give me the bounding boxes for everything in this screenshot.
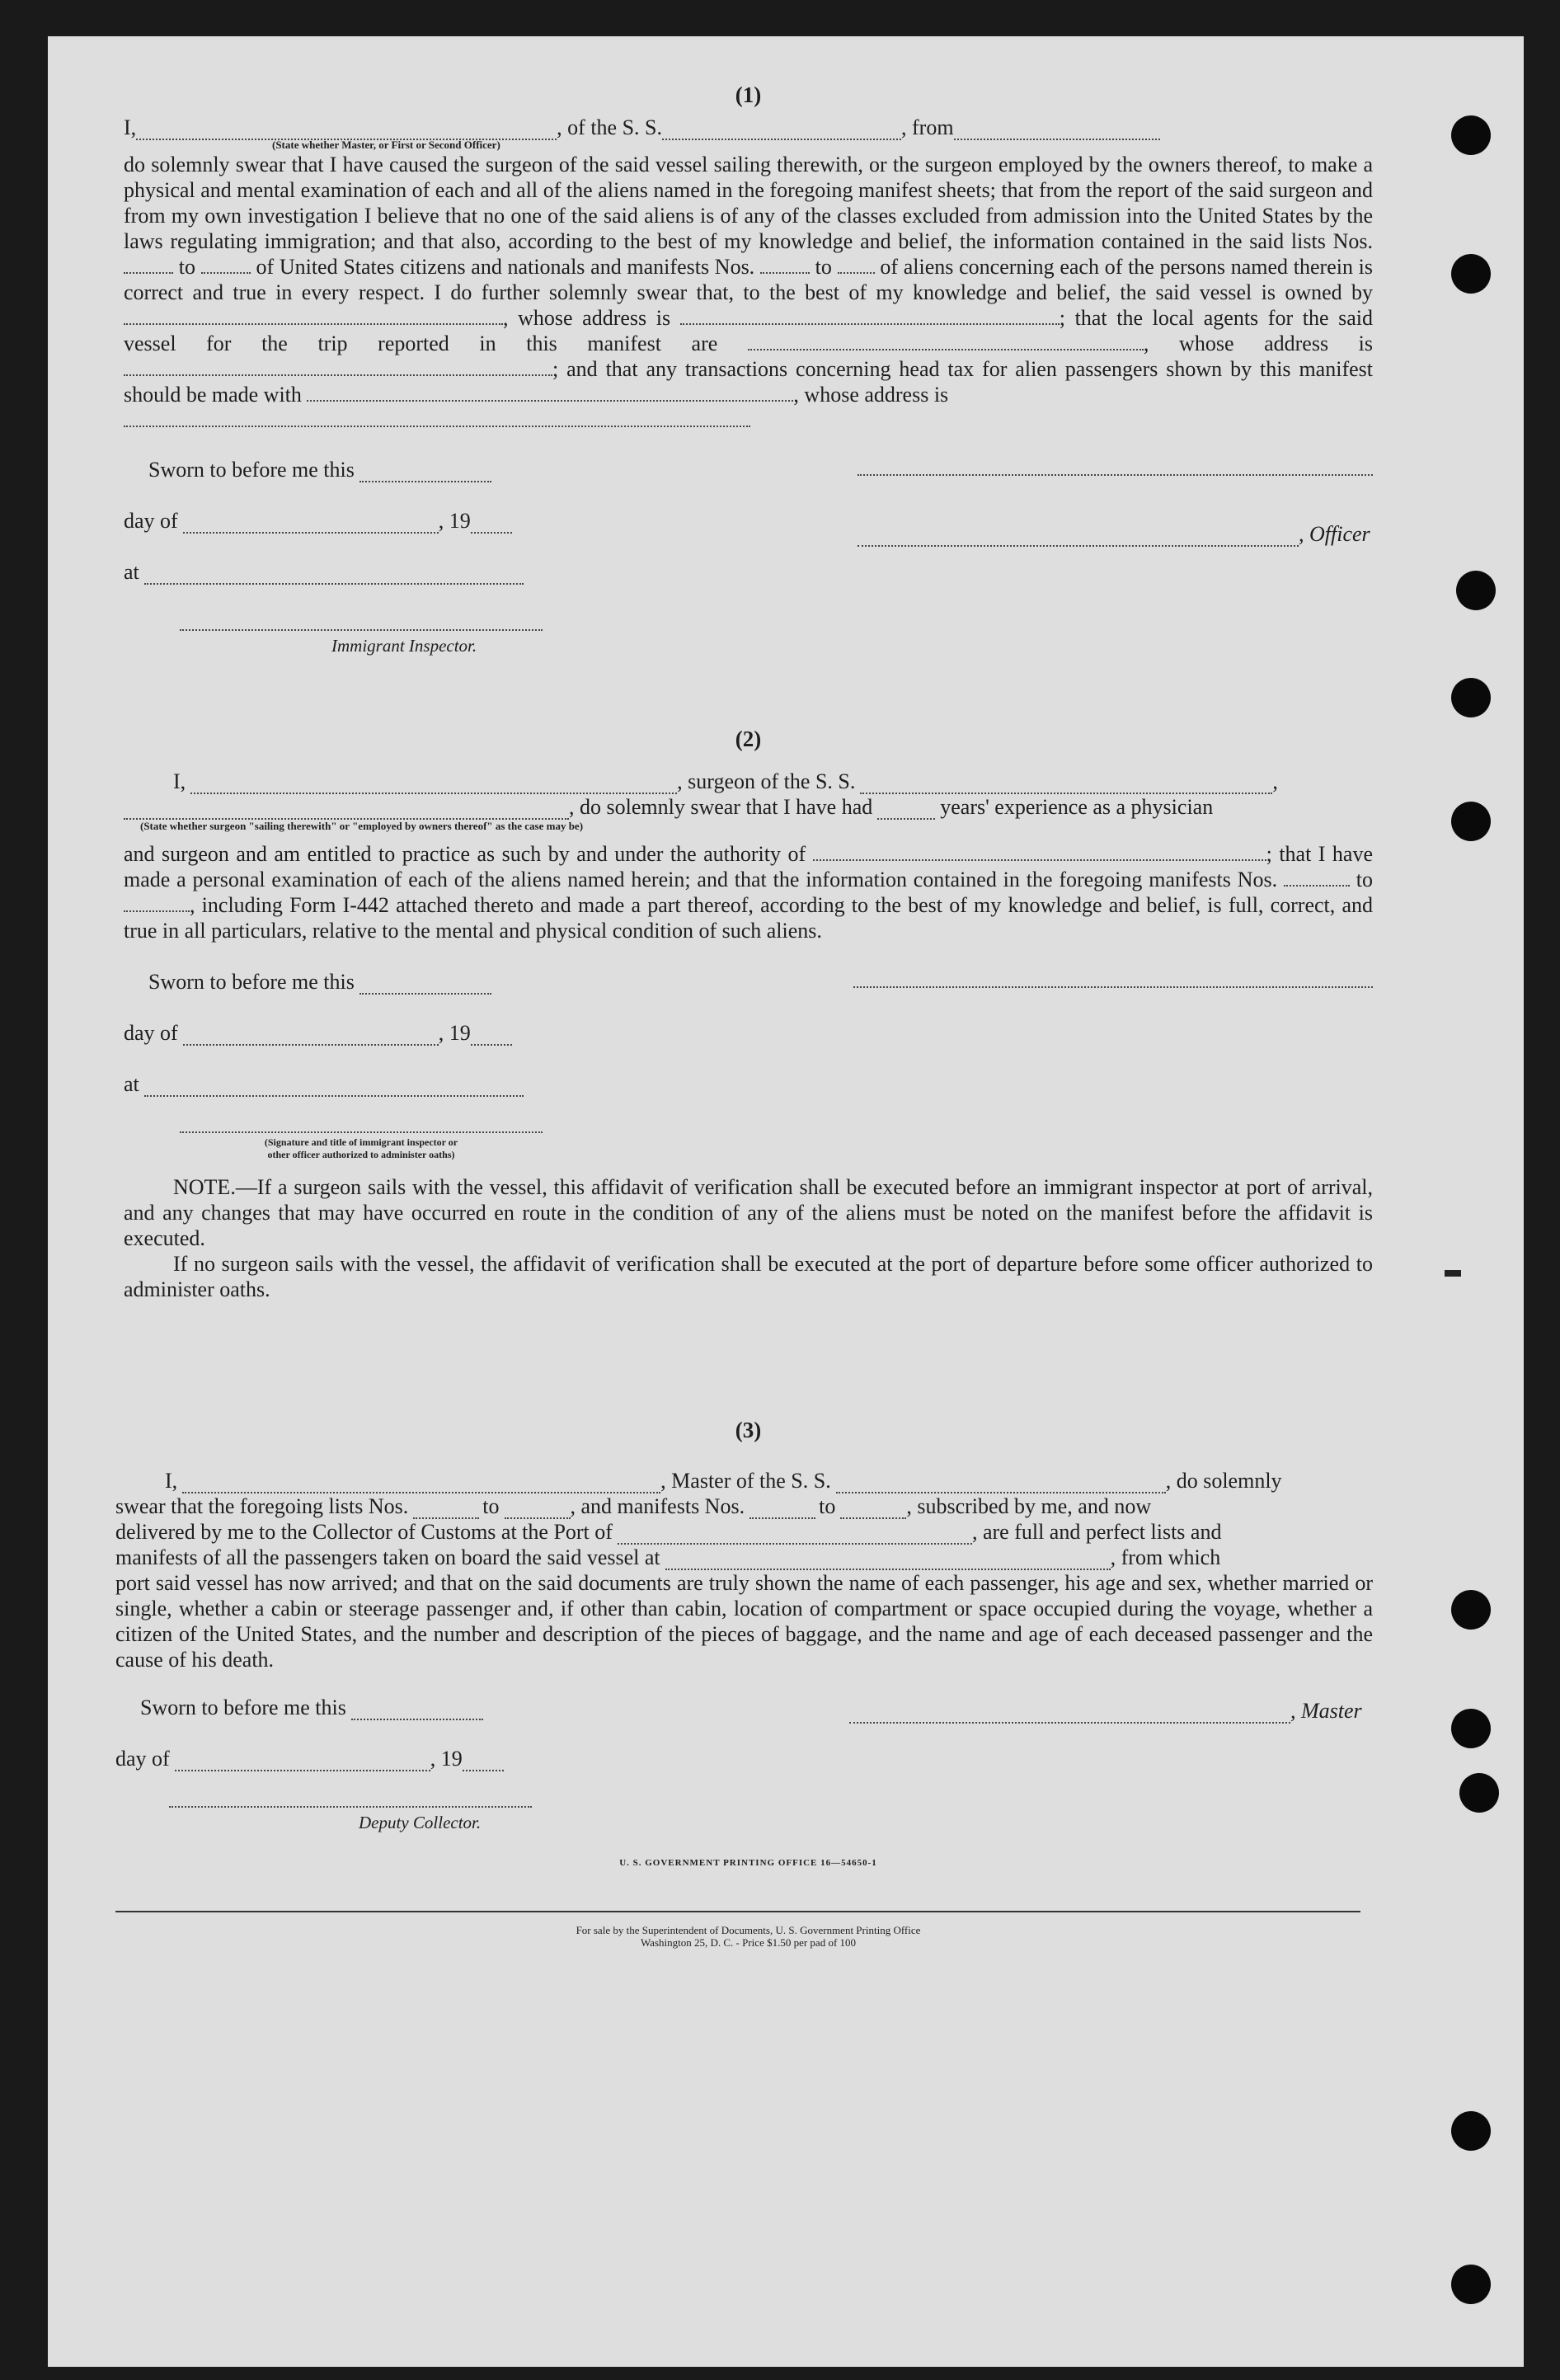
- note-paragraph-1: NOTE.—If a surgeon sails with the vessel, this affidavit of verification shall be executed before an immigrant inspector at port of arrival, and any changes that may have occurred en route in the condition of any of the aliens must be noted on the manifest before the affidavit is executed.: [124, 1175, 1373, 1250]
- section-1-oath-text: do solemnly swear that I have caused the surgeon of the said vessel sailing therewith, or the surgeon employed by the owners thereof, to make a physical and mental examination of each and all of the aliens named in the foregoing manifest sheets; that from the report of the said surgeon and from my own investigation I believe that no one of the said aliens is of any of the classes excluded from admission into the United States by the laws regulating immigration; and that also, according to the best of my knowledge and belief, the information contained in the said lists Nos.: [124, 153, 1373, 253]
- years-label: years' experience as a physician: [940, 795, 1214, 819]
- at-place-field[interactable]: [144, 567, 524, 585]
- lists-to-field[interactable]: [201, 256, 251, 274]
- whose-address-label: whose address is: [1179, 332, 1374, 355]
- sale-line-2: Washington 25, D. C. - Price $1.50 per pad of 100: [640, 1936, 857, 1949]
- swear-label: , do solemnly swear that I have had: [569, 795, 873, 819]
- margin-mark: [1445, 1270, 1461, 1277]
- surgeon-name-field[interactable]: [190, 776, 677, 794]
- surgeon-status-field[interactable]: [124, 802, 569, 820]
- form-content: [115, 82, 1374, 1949]
- inspector-signature-line[interactable]: [180, 629, 543, 631]
- head-tax-agent-field[interactable]: [307, 383, 793, 402]
- to-label: to: [1356, 868, 1374, 891]
- surgeon-vessel-field[interactable]: [860, 776, 1272, 794]
- deputy-title: Deputy Collector.: [359, 1813, 482, 1832]
- punch-hole: [1451, 2265, 1491, 2304]
- at-line: [124, 1072, 524, 1097]
- from-label: , from: [901, 115, 954, 139]
- authority-text: and surgeon and am entitled to practice as such by and under the authority of: [124, 842, 806, 866]
- section-2-body: and surgeon and am entitled to practice as such by and under the authority of ; that I have made a personal examination of each of the aliens named herein; and that the information contained in the foregoing manifests Nos. to , including Form I-442 attached thereto and made a part thereof, according to the best of my knowledge and belief, is full, correct, and true in all particulars, relative to the mental and physical condition of such aliens.: [124, 842, 1374, 943]
- punch-hole: [1451, 802, 1491, 841]
- port-from-field[interactable]: [954, 122, 1160, 140]
- punch-hole: [1451, 1590, 1491, 1630]
- section-1-state-note: (State whether Master, or First or Second Officer): [272, 139, 500, 151]
- year-label: , 19: [438, 1021, 471, 1045]
- section-3-line-3: [115, 1519, 1373, 1545]
- section-3-body: [115, 1468, 1373, 1672]
- examination-text: that I have made a personal examination of each of the aliens named herein; and that the information contained in the foregoing manifests Nos.: [124, 842, 1374, 891]
- month-field[interactable]: [175, 1753, 430, 1771]
- surgeon-signature-line[interactable]: [853, 986, 1373, 988]
- punch-hole: [1451, 254, 1491, 294]
- punch-hole: [1451, 678, 1491, 717]
- to-label: to: [815, 255, 832, 279]
- sworn-line: [140, 1696, 483, 1720]
- sworn-day-field[interactable]: [359, 464, 491, 482]
- manifests-from-field[interactable]: [1284, 868, 1350, 887]
- day-of-line: [124, 509, 512, 534]
- printing-office-line: U. S. GOVERNMENT PRINTING OFFICE 16—54650-1: [619, 1858, 877, 1868]
- inspector-signature-line[interactable]: [180, 1131, 543, 1133]
- at-label: at: [124, 1072, 139, 1096]
- officer-rank-field[interactable]: [136, 122, 557, 140]
- at-line: [124, 560, 524, 585]
- to-label: to: [482, 1494, 500, 1518]
- master-label: , Master: [1290, 1699, 1362, 1723]
- footer-rule: [115, 1911, 1360, 1912]
- at-label: at: [124, 560, 139, 584]
- of-ss-label: , of the S. S.: [557, 115, 663, 139]
- i-label: I,: [165, 1469, 178, 1493]
- officer-label: , Officer: [1299, 522, 1370, 546]
- at-place-field[interactable]: [144, 1079, 524, 1097]
- local-agents-text: that the local agents for the said vessel for the trip reported in this manifest are: [124, 306, 1373, 355]
- day-of-label: day of: [124, 1021, 178, 1045]
- signature-note-line-2: other officer authorized to administer oaths): [267, 1149, 455, 1160]
- punch-hole: [1451, 1709, 1491, 1748]
- month-field[interactable]: [183, 1028, 439, 1046]
- day-of-line: [124, 1021, 512, 1046]
- year-field[interactable]: [471, 1028, 512, 1046]
- sworn-day-field[interactable]: [351, 1702, 483, 1720]
- owned-by-label: the said vessel is owned by: [1120, 280, 1374, 304]
- section-1-signature-block: [124, 458, 1373, 680]
- years-field[interactable]: [877, 802, 935, 820]
- whose-address-label: , whose address is: [793, 383, 949, 407]
- section-3-signature-block: [115, 1696, 1373, 1860]
- owner-field[interactable]: [124, 307, 503, 325]
- head-tax-text: ; and that any transactions concerning head tax for alien passengers shown by this manifest should be made with: [124, 357, 1373, 407]
- master-vessel-field[interactable]: [836, 1475, 1166, 1493]
- do-solemnly-label: , do solemnly: [1165, 1469, 1282, 1493]
- head-tax-address-field[interactable]: [124, 409, 750, 427]
- sworn-line: [148, 970, 491, 995]
- whose-address-label: , whose address is: [503, 306, 671, 330]
- section-2-line-2: [124, 794, 1373, 820]
- sale-note: [124, 1924, 1373, 1949]
- signature-note-line-1: (Signature and title of immigrant inspector or: [264, 1136, 458, 1148]
- sworn-label: Sworn to before me this: [148, 458, 355, 482]
- and-manifests-label: , and manifests Nos.: [570, 1494, 745, 1518]
- punch-hole: [1451, 115, 1491, 155]
- section-2-number: (2): [735, 727, 762, 751]
- section-3-line-1: [165, 1468, 1373, 1493]
- year-field[interactable]: [471, 515, 512, 534]
- section-3-line-4: [115, 1545, 1373, 1570]
- swear-lists-label: swear that the foregoing lists Nos.: [115, 1494, 409, 1518]
- section-3-number: (3): [735, 1418, 762, 1442]
- master-line: [849, 1699, 1362, 1724]
- manifests-to-field[interactable]: [840, 1501, 906, 1519]
- year-label: , 19: [430, 1747, 463, 1771]
- note: [124, 1174, 1373, 1302]
- sworn-line: [148, 458, 491, 482]
- officer-signature-line-1[interactable]: [858, 474, 1373, 476]
- year-field[interactable]: [463, 1753, 504, 1771]
- i-label: I,: [173, 769, 186, 793]
- form-i442-text: , including Form I-442 attached thereto and made a part thereof, according to the best of my knowledge and belief, is full, correct, and true in all particulars, relative to the mental and physical condition of such aliens.: [124, 893, 1373, 943]
- day-of-label: day of: [115, 1747, 170, 1771]
- manifests-to-field[interactable]: [124, 894, 190, 912]
- to-label: to: [819, 1494, 836, 1518]
- master-name-field[interactable]: [182, 1475, 660, 1493]
- section-3-text: port said vessel has now arrived; and that on the said documents are truly shown the name of each passenger, his age and sex, whether married or single, whether a cabin or steerage passenger and, if other than cabin, location of compartment or space occupied during the voyage, whether a citizen of the United States, and the number and description of the pieces of baggage, and the name and age of each deceased passenger and the cause of his death.: [115, 1571, 1373, 1672]
- subscribed-label: , subscribed by me, and now: [906, 1494, 1152, 1518]
- year-label: , 19: [438, 509, 471, 533]
- day-of-line: [115, 1747, 504, 1771]
- punch-hole: [1451, 2111, 1491, 2151]
- punch-hole: [1459, 1773, 1499, 1813]
- lists-from-field[interactable]: [124, 256, 173, 274]
- vessel-name-field[interactable]: [662, 122, 901, 140]
- section-1-first-line: [124, 115, 1373, 140]
- manifests-from-field[interactable]: [760, 256, 810, 274]
- officer-signature-field[interactable]: [858, 529, 1299, 547]
- aliens-text: of aliens concerning each of the persons named therein is correct and true in every respect. I do further solemnly swear that, to the best of my knowledge and belief,: [124, 255, 1374, 304]
- agents-address-field[interactable]: [124, 358, 552, 376]
- local-agents-field[interactable]: [748, 332, 1144, 350]
- manifests-to-field[interactable]: [838, 256, 875, 274]
- month-field[interactable]: [183, 515, 439, 534]
- boarding-port-field[interactable]: [665, 1552, 1111, 1570]
- day-of-label: day of: [124, 509, 178, 533]
- section-3-line-2: [115, 1493, 1373, 1519]
- surgeon-of-label: , surgeon of the S. S.: [677, 769, 856, 793]
- from-which-label: , from which: [1110, 1545, 1221, 1569]
- punch-hole: [1456, 571, 1496, 610]
- lists-to-field[interactable]: [505, 1501, 571, 1519]
- citizens-text: of United States citizens and nationals and manifests Nos.: [256, 255, 755, 279]
- sale-line-1: For sale by the Superintendent of Documents, U. S. Government Printing Office: [576, 1924, 921, 1936]
- note-paragraph-2: If no surgeon sails with the vessel, the affidavit of verification shall be executed at the port of departure before some officer authorized to administer oaths.: [124, 1252, 1373, 1301]
- officer-line: [858, 522, 1370, 547]
- section-2-state-note: (State whether surgeon "sailing therewith" or "employed by owners thereof" as the case may be): [140, 820, 584, 832]
- inspector-title: Immigrant Inspector.: [331, 636, 477, 656]
- delivered-label: delivered by me to the Collector of Customs at the Port of: [115, 1520, 613, 1544]
- to-label: to: [178, 255, 195, 279]
- full-lists-label: , are full and perfect lists and: [971, 1520, 1222, 1544]
- section-2-line-1: I, , surgeon of the S. S. ,: [173, 769, 1278, 793]
- lists-from-field[interactable]: [413, 1501, 479, 1519]
- section-2-signature-block: [124, 970, 1373, 1151]
- section-1-number: (1): [735, 82, 762, 107]
- manifests-from-field[interactable]: [749, 1501, 815, 1519]
- sworn-day-field[interactable]: [359, 976, 491, 995]
- port-field[interactable]: [618, 1526, 972, 1545]
- owner-address-field[interactable]: [680, 307, 1060, 325]
- section-1-body: do solemnly swear that I have caused the surgeon of the said vessel sailing therewith, or the surgeon employed by the owners thereof, to make a physical and mental examination of each and all of the aliens named in the foregoing manifest sheets; that from the report of the said surgeon and from my own investigation I believe that no one of the said aliens is of any of the classes excluded from admission into the United States by the laws regulating immigration; and that also, according to the best of my knowledge and belief, the information contained in the said lists Nos. to of United States citizens and nationals and manifests Nos. to of aliens concerning each of the persons named therein is correct and true in every respect. I do further solemnly swear that, to the best of my knowledge and belief, the said vessel is owned by , whose address is ; that the local agents for the said vessel for the trip reported in this manifest are , whose address is ; and that any transactions concerning head tax for alien passengers shown by this manifest should be made with , whose address is: [124, 152, 1373, 433]
- deputy-signature-line[interactable]: [169, 1806, 532, 1808]
- master-of-label: , Master of the S. S.: [660, 1469, 831, 1493]
- sworn-label: Sworn to before me this: [140, 1696, 346, 1719]
- master-signature-field[interactable]: [849, 1705, 1290, 1724]
- authority-field[interactable]: [813, 843, 1266, 861]
- sworn-label: Sworn to before me this: [148, 970, 355, 994]
- i-label: I,: [124, 115, 137, 139]
- manifests-all-label: manifests of all the passengers taken on board the said vessel at: [115, 1545, 660, 1569]
